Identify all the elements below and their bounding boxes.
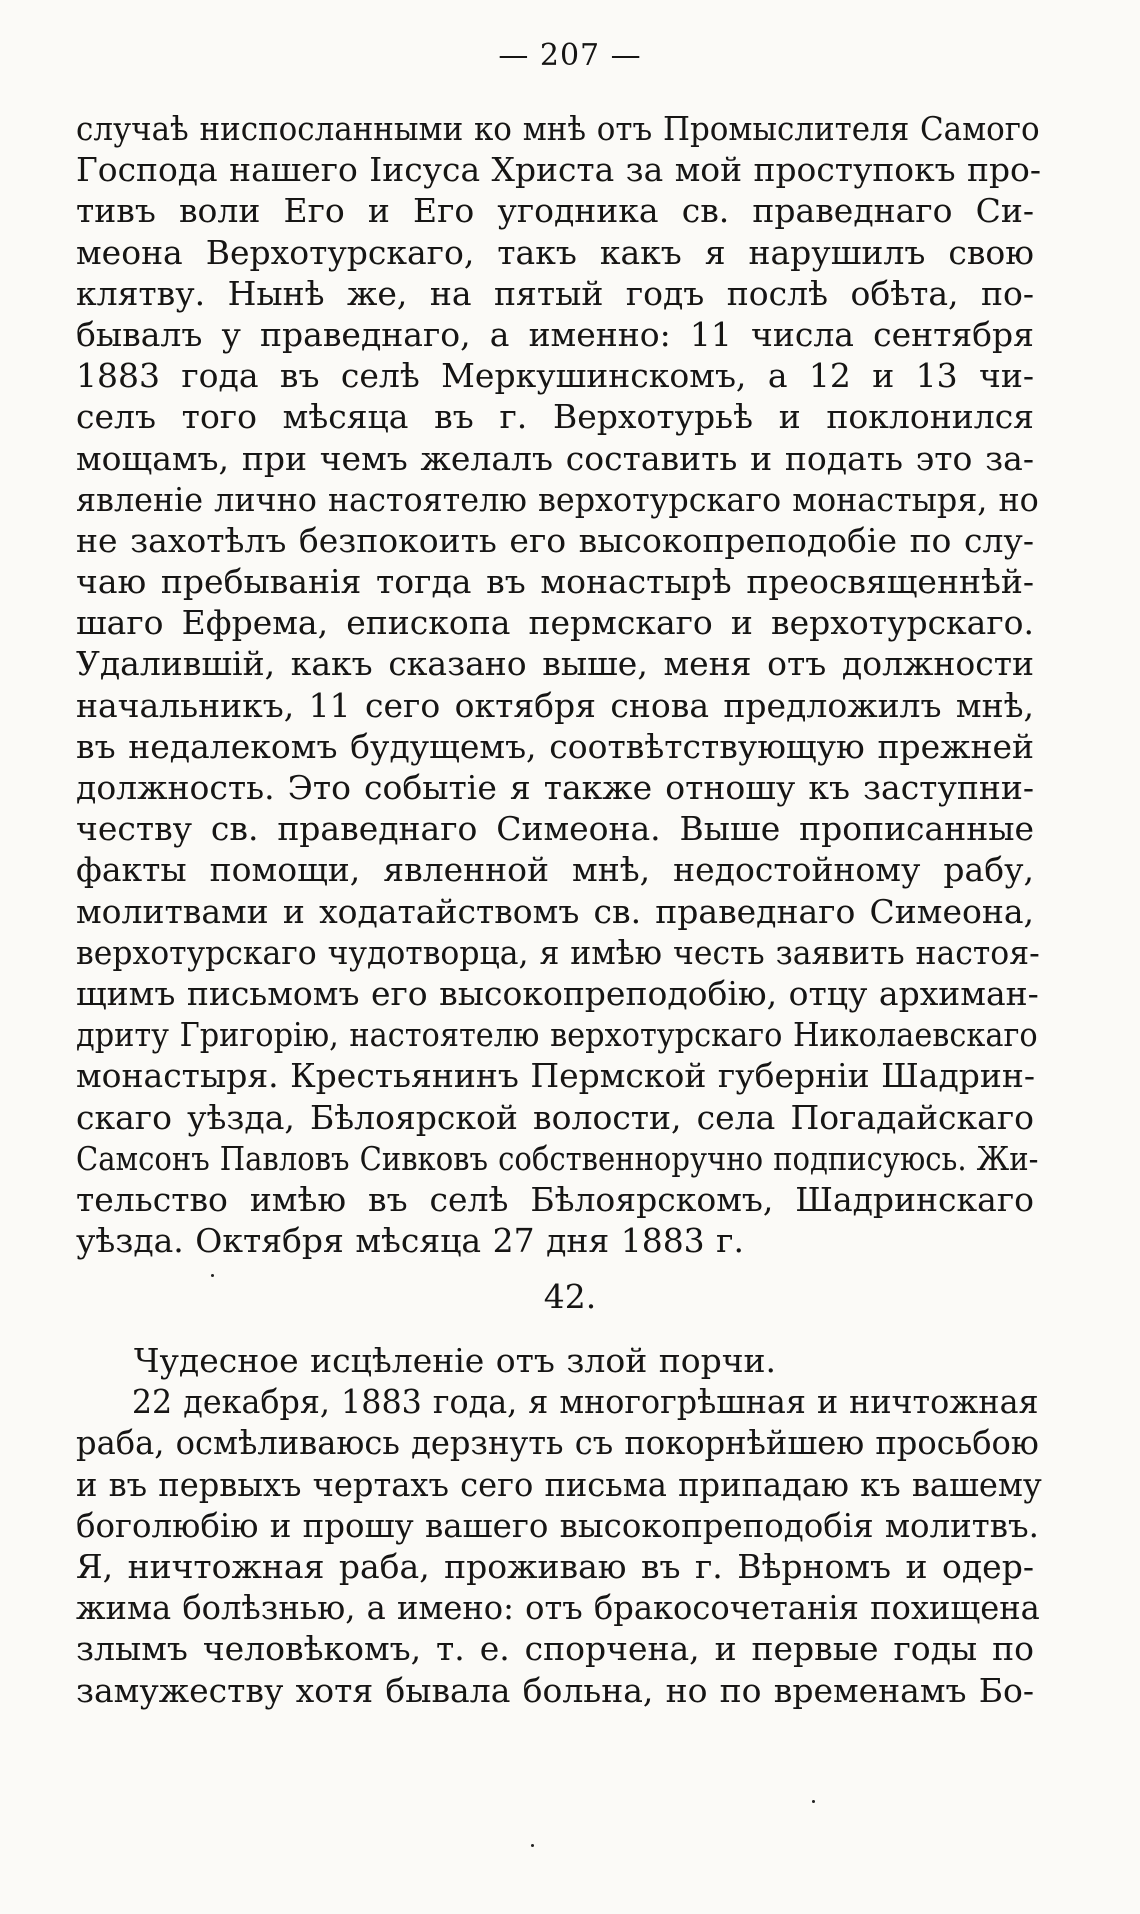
text-line: злымъ человѣкомъ, т. е. спорчена, и первые годы по <box>76 1629 1034 1669</box>
page-number: — 207 — <box>498 38 642 73</box>
text-line: молитвами и ходатайствомъ св. праведнаго Симеона, <box>76 891 1034 931</box>
text-line: мощамъ, при чемъ желалъ составить и подать это за- <box>76 438 1034 478</box>
text-line: въ недалекомъ будущемъ, соотвѣтствующую прежней <box>76 726 1034 766</box>
text-line: уѣзда. Октября мѣсяца 27 дня 1883 г. <box>76 1221 744 1261</box>
text-line: и въ первыхъ чертахъ сего письма припадаю къ вашему <box>76 1464 1042 1504</box>
text-line: тельство имѣю въ селѣ Бѣлоярскомъ, Шадринскаго <box>76 1179 1034 1219</box>
print-speck <box>531 1844 534 1847</box>
text-line: Удалившій, какъ сказано выше, меня отъ должности <box>76 644 1034 684</box>
top-paragraph <box>76 108 1041 1261</box>
text-line: щимъ письмомъ его высокопреподобію, отцу архиман- <box>76 973 1039 1013</box>
text-line: селъ того мѣсяца въ г. Верхотурьѣ и поклонился <box>76 397 1034 437</box>
text-line: раба, осмѣливаюсь дерзнуть съ покорнѣйшею просьбою <box>76 1423 1039 1463</box>
text-line: замужеству хотя бывала больна, но по временамъ Бо- <box>76 1670 1034 1710</box>
print-speck <box>812 1800 815 1803</box>
text-line: монастыря. Крестьянинъ Пермской губерніи Шадрин- <box>76 1056 1036 1096</box>
text-line: Самсонъ Павловъ Сивковъ собственноручно подписуюсь. Жи- <box>76 1138 1039 1178</box>
text-line: должность. Это событіе я также отношу къ заступни- <box>76 768 1034 807</box>
text-line: чаю пребыванія тогда въ монастырѣ преосвященнѣй- <box>76 562 1034 602</box>
text-line: 22 декабря, 1883 года, я многогрѣшная и ничтожная <box>131 1382 1039 1422</box>
text-line: честву св. праведнаго Симеона. Выше прописанные <box>76 809 1034 849</box>
text-line: шаго Ефрема, епископа пермскаго и верхотурскаго. <box>76 603 1034 643</box>
text-line: не захотѣлъ безпокоить его высокопреподобіе по слу- <box>76 520 1034 560</box>
text-line: дриту Григорію, настоятелю верхотурскаго Николаевскаго <box>76 1015 1038 1055</box>
text-line: боголюбію и прошу вашего высокопреподобія молитвъ. <box>76 1505 1039 1545</box>
text-line: 1883 года въ селѣ Меркушинскомъ, а 12 и 13 чи- <box>76 356 1034 396</box>
print-speck <box>211 1274 214 1277</box>
text-line: начальникъ, 11 сего октября снова предложилъ мнѣ, <box>76 685 1034 725</box>
text-line: бывалъ у праведнаго, а именно: 11 числа сентября <box>76 314 1034 354</box>
text-line: меона Верхотурскаго, такъ какъ я нарушилъ свою <box>76 232 1034 272</box>
text-line: факты помощи, явленной мнѣ, недостойному рабу, <box>76 850 1034 890</box>
text-line: явленіе лично настоятелю верхотурскаго монастыря, но <box>76 479 1039 519</box>
text-line: Господа нашего Іисуса Христа за мой проступокъ про- <box>76 150 1041 190</box>
section-heading: Чудесное исцѣленіе отъ злой порчи. <box>134 1341 777 1380</box>
text-line: Я, ничтожная раба, проживаю въ г. Вѣрномъ и одер- <box>76 1546 1034 1586</box>
text-line: верхотурскаго чудотворца, я имѣю честь заявить настоя- <box>76 932 1040 972</box>
text-line: случаѣ ниспосланными ко мнѣ отъ Промыслителя Самого <box>76 109 1040 148</box>
text-line: клятву. Нынѣ же, на пятый годъ послѣ обѣта, по- <box>76 273 1034 313</box>
text-line: скаго уѣзда, Бѣлоярской волости, села Погадайскаго <box>76 1097 1034 1137</box>
section-number: 42. <box>543 1277 597 1316</box>
text-line: тивъ воли Его и Его угодника св. праведнаго Си- <box>76 191 1034 231</box>
bottom-paragraph <box>76 1340 1042 1711</box>
text-line: жима болѣзнью, а имено: отъ бракосочетанія похищена <box>76 1588 1040 1628</box>
